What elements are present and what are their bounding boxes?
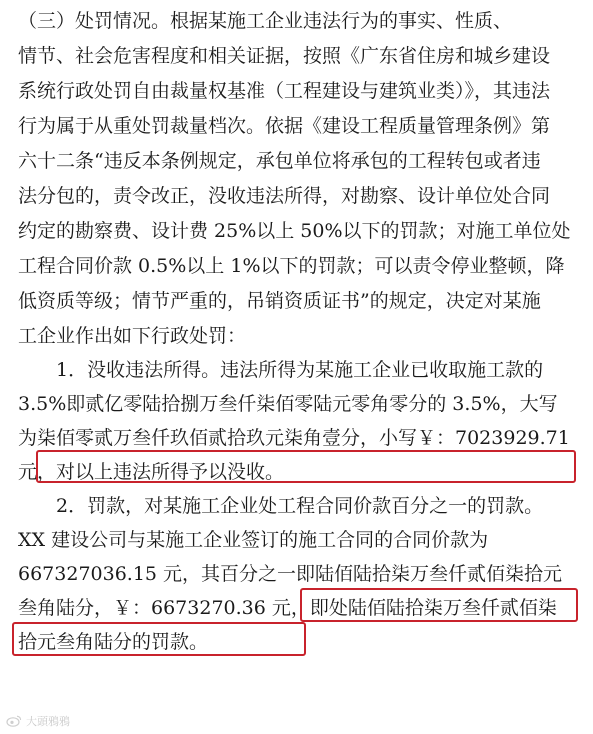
highlight-box-illegal-income xyxy=(36,450,576,483)
paragraph-line: 工程合同价款 0.5%以上 1%以下的罚款；可以责令停业整顿，降 xyxy=(18,255,565,277)
paragraph-line: 六十二条“违反本条例规定，承包单位将承包的工程转包或者违 xyxy=(18,150,541,172)
paragraph-line: 系统行政处罚自由裁量权基准（工程建设与建筑业类）》，其违法 xyxy=(18,80,551,102)
paragraph-line: 行为属于从重处罚裁量档次。依据《建设工程质量管理条例》第 xyxy=(18,115,551,137)
paragraph-line: （三）处罚情况。根据某施工企业违法行为的事实、性质、 xyxy=(18,10,513,32)
list-item-fine: 2．罚款，对某施工企业处工程合同价款百分之一的罚款。 xyxy=(56,495,544,517)
paragraph-line: XX 建设公司与某施工企业签订的施工合同的合同价款为 xyxy=(18,529,489,551)
paragraph-line: 拾元叁角陆分的罚款。 xyxy=(18,631,209,653)
watermark-text: 大頭鴉鴉 xyxy=(26,715,70,728)
paragraph-line: 情节、社会危害程度和相关证据，按照《广东省住房和城乡建设 xyxy=(18,45,551,67)
paragraph-line: 叁角陆分，￥：6673270.36 元，即处陆佰陆拾柒万叁仟贰佰柒 xyxy=(18,597,557,619)
paragraph-line: 法分包的，责令改正，没收违法所得，对勘察、设计单位处合同 xyxy=(18,185,551,207)
paragraph-line: 工企业作出如下行政处罚： xyxy=(18,325,247,347)
paragraph-line: 667327036.15 元，其百分之一即陆佰陆拾柒万叁仟贰佰柒拾元 xyxy=(18,563,563,585)
paragraph-line: 低资质等级；情节严重的，吊销资质证书”的规定，决定对某施 xyxy=(18,290,541,312)
paragraph-line: 元，对以上违法所得予以没收。 xyxy=(18,461,285,483)
paragraph-line: 为柒佰零贰万叁仟玖佰贰拾玖元柒角壹分，小写￥：7023929.71 xyxy=(18,427,570,449)
watermark xyxy=(6,712,70,730)
paragraph-line: 3.5%即贰亿零陆拾捌万叁仟柒佰零陆元零角零分的 3.5%，大写 xyxy=(18,393,558,415)
highlight-box-fine-part2 xyxy=(12,622,306,656)
highlight-box-fine-part1 xyxy=(300,588,578,622)
paragraph-line: 约定的勘察费、设计费 25%以上 50%以下的罚款；对施工单位处 xyxy=(18,220,571,242)
list-item-confiscation: 1．没收违法所得。违法所得为某施工企业已收取施工款的 xyxy=(56,359,544,381)
weibo-icon xyxy=(6,715,22,727)
